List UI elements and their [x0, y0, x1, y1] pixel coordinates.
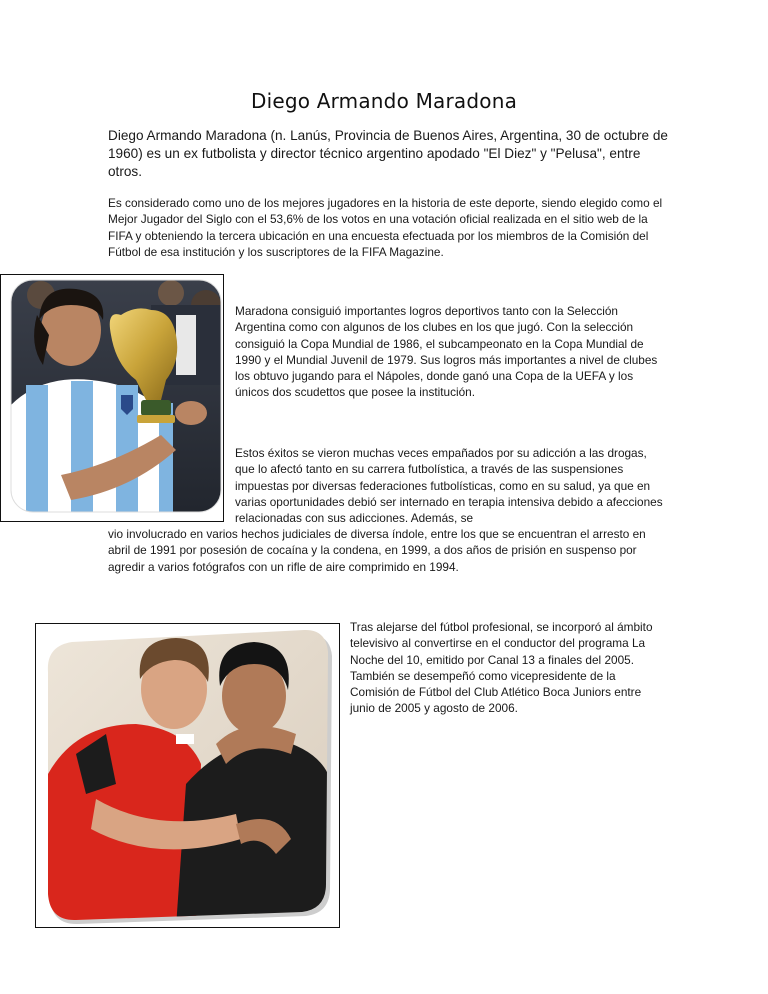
paragraph-television: Tras alejarse del fútbol profesional, se incorporó al ámbito televisivo al convertirse en el conductor del programa La Noche del 10, emitido por Canal 13 a finales del 2005. También se desempeñó como vicepresidente de la Comisión de Fútbol del Club Atlético Boca Juniors entre junio de 2005 y agosto de 2006. [350, 620, 653, 716]
photo-frame-messi-maradona [35, 623, 340, 928]
intro-paragraph: Diego Armando Maradona (n. Lanús, Provincia de Buenos Aires, Argentina, 30 de octubre de 1960) es un ex futbolista y director técnico argentino apodado "El Diez" y "Pelusa", entre otros. [108, 128, 668, 179]
page-title: Diego Armando Maradona [250, 89, 518, 113]
paragraph-best-player: Es considerado como uno de los mejores jugadores en la historia de este deporte, siendo elegido como el Mejor Jugador del Siglo con el 53,6% de los votos en una votación oficial realizada en el sitio web de la FIFA y obteniendo la tercera ubicación en una encuesta efectuada por los miembros de la Comisión del Fútbol de esa institución y los suscriptores de la FIFA Magazine. [108, 196, 663, 259]
paragraph-addiction: Estos éxitos se vieron muchas veces empañados por su adicción a las drogas, que lo afectó tanto en su carrera futbolística, a través de las suspensiones impuestas por diversas federaciones futbolísticas, como en su salud, ya que en varias oportunidades debió ser internado en terapia intensiva debido a afecciones relacionadas con sus adicciones. Además, se [235, 446, 663, 526]
paragraph-achievements: Maradona consiguió importantes logros deportivos tanto con la Selección Argentina como con algunos de los clubes en los que jugó. Con la selección consiguió la Copa Mundial de 1986, el subcampeonato en la Copa Mundial de 1990 y el Mundial Juvenil de 1979. Sus logros más importantes a nivel de clubes los obtuvo jugando para el Nápoles, donde ganó una Copa de la UEFA y los únicos dos scudettos que posee la institución. [235, 304, 658, 400]
maradona-kissing-world-cup-photo [1, 275, 223, 521]
photo-frame-world-cup [0, 274, 224, 522]
paragraph-legal-issues: vio involucrado en varios hechos judiciales de diversa índole, entre los que se encuentran el arresto en abril de 1991 por posesión de cocaína y la condena, en 1999, a dos años de prisión en suspenso por agredir a varios fotógrafos con un rifle de aire comprimido en 1994. [108, 527, 646, 574]
messi-and-maradona-hug-photo [36, 624, 339, 927]
